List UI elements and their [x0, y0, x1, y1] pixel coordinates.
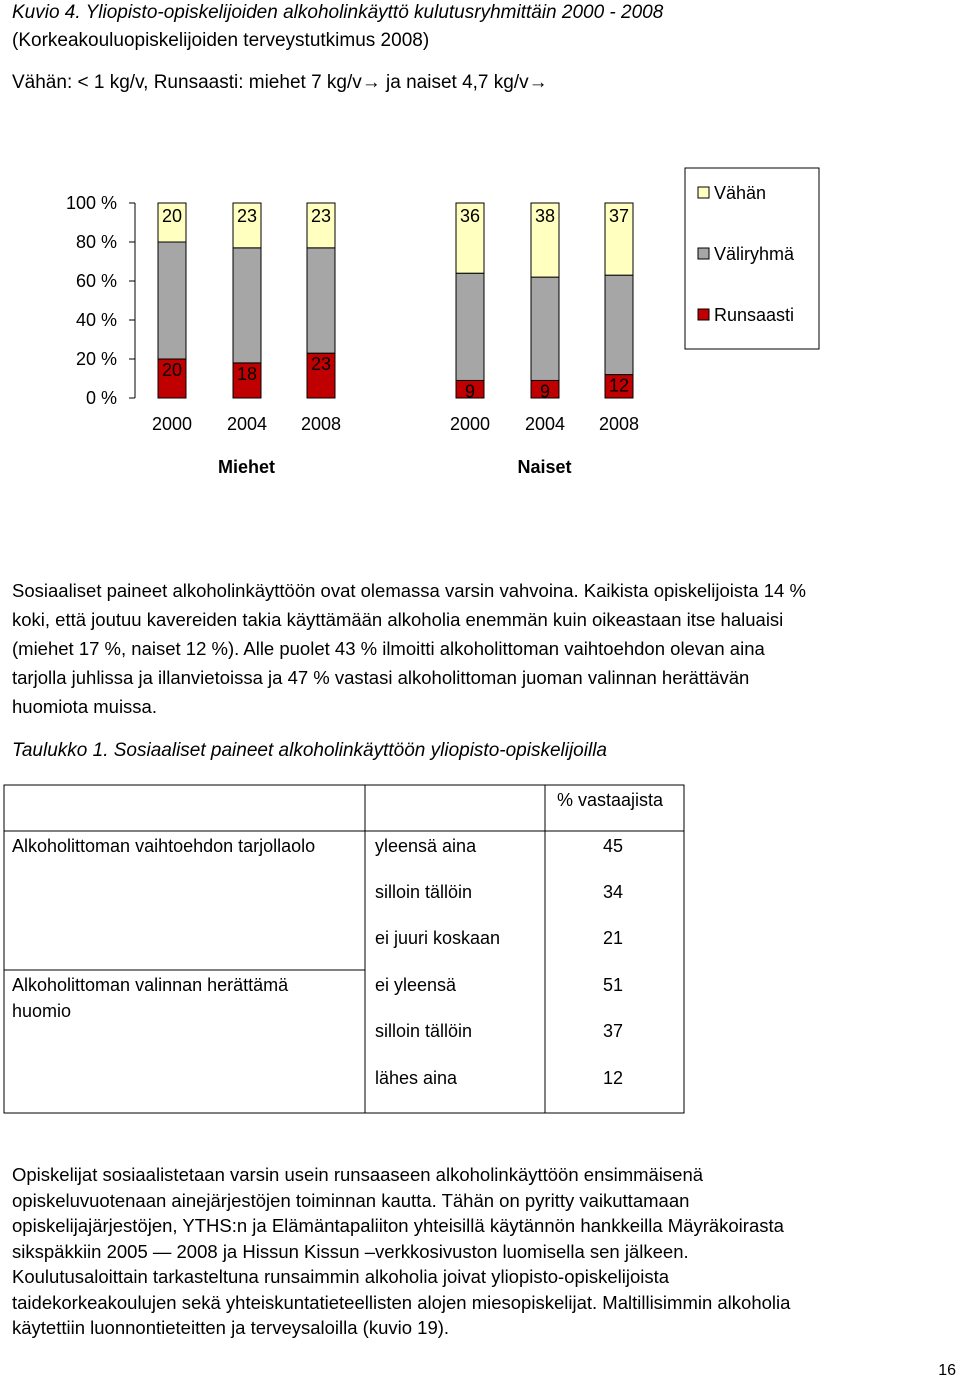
y-tick-label: 100 % — [65, 193, 117, 213]
paragraph-line: Sosiaaliset paineet alkoholinkäyttöön ovat olemassa varsin vahvoina. Kaikista opiskelijoista 14 % — [12, 580, 806, 601]
table-value: 12 — [603, 1068, 624, 1088]
table-value: 37 — [603, 1021, 624, 1041]
data-label: 23 — [310, 206, 332, 226]
body-paragraph-2 — [12, 1162, 942, 1341]
table-group-label: huomio — [12, 1001, 72, 1021]
paragraph-line: Opiskelijat sosiaalistetaan varsin usein runsaaseen alkoholinkäyttöön ensimmäisenä — [12, 1164, 704, 1185]
table-value: 21 — [603, 928, 624, 948]
x-tick-label: 2008 — [598, 414, 640, 434]
table-border — [4, 785, 684, 1113]
table-value: 45 — [603, 836, 624, 856]
paragraph-line: Koulutusaloittain tarkasteltuna runsaimmin alkoholia joivat yliopisto-opiskelijoista — [12, 1266, 670, 1287]
y-tick-label: 60 % — [75, 271, 117, 291]
data-label: 36 — [459, 206, 481, 226]
x-group-label: Miehet — [217, 457, 276, 477]
data-label: 9 — [539, 381, 551, 402]
table-answer: silloin tällöin — [375, 882, 473, 902]
paragraph-line: sikspäkkiin 2005 — 2008 ja Hissun Kissun –verkkosivuston luomisella sen jälkeen. — [12, 1240, 689, 1262]
paragraph-line: opiskelijajärjestöjen, YTHS:n ja Elämäntapaliiton yhteisillä käytännön hankkeilla Mäyräkoirasta — [12, 1215, 784, 1236]
data-label: 12 — [608, 375, 630, 396]
paragraph-line: koki, että joutuu kavereiden takia käyttämään alkoholia enemmän kuin oikeastaan itse haluaisi — [12, 609, 784, 630]
paragraph-line: käytettiin luonnontieteitten ja terveysaloilla (kuvio 19). — [12, 1317, 450, 1338]
y-tick-label: 80 % — [75, 232, 117, 252]
table-caption: Taulukko 1. Sosiaaliset paineet alkoholinkäyttöön yliopisto-opiskelijoilla — [12, 740, 607, 761]
y-tick-label: 40 % — [75, 310, 117, 330]
table-value: 51 — [603, 975, 624, 995]
paragraph-line: taidekorkeakoulujen sekä yhteiskuntatieteellisten alojen miesopiskelijat. Maltillisimmin alkoholia — [12, 1291, 791, 1313]
table-value: 34 — [603, 882, 624, 902]
x-tick-label: 2000 — [151, 414, 193, 434]
data-label: 37 — [608, 206, 630, 226]
paragraph-line: (miehet 17 %, naiset 12 %). Alle puolet 43 % ilmoitti alkoholittoman vaihtoehdon olevan aina — [12, 638, 765, 659]
data-label: 18 — [236, 363, 258, 384]
legend-label: Runsaasti — [714, 305, 795, 325]
data-label: 23 — [236, 206, 258, 226]
data-label: 20 — [161, 360, 183, 380]
table-answer: silloin tällöin — [375, 1021, 473, 1041]
y-tick-label: 0 % — [85, 388, 117, 408]
paragraph-line: tarjolla juhlissa ja illanvietoissa ja 47 % vastasi alkoholittoman juoman valinnan herättävän — [12, 667, 750, 688]
data-label: 9 — [464, 381, 476, 402]
data-label: 38 — [534, 206, 556, 226]
paragraph-line: huomiota muissa. — [12, 696, 157, 717]
x-tick-label: 2008 — [300, 414, 342, 434]
table-group-label: Alkoholittoman vaihtoehdon tarjollaolo — [12, 836, 316, 856]
table-header-value: % vastaajista — [557, 790, 664, 810]
table-answer: yleensä aina — [375, 836, 477, 856]
table-answer: ei yleensä — [375, 975, 457, 995]
figure-subtitle: (Korkeakouluopiskelijoiden terveystutkimus 2008) — [12, 30, 430, 51]
x-group-label: Naiset — [517, 457, 572, 477]
x-tick-label: 2004 — [524, 414, 566, 434]
data-label: 20 — [161, 206, 183, 226]
legend-label: Vähän — [714, 183, 767, 203]
data-label: 23 — [310, 354, 332, 375]
figure-title: Kuvio 4. Yliopisto-opiskelijoiden alkoholinkäyttö kulutusryhmittäin 2000 - 2008 — [12, 2, 664, 23]
table-group-label: Alkoholittoman valinnan herättämä — [12, 975, 289, 995]
page-number: 16 — [938, 1362, 956, 1379]
paragraph-line: opiskeluvuotenaan ainejärjestöjen toiminnan kautta. Tähän on pyritty vaikuttamaan — [12, 1189, 690, 1211]
legend-label: Väliryhmä — [714, 244, 795, 264]
figure-note: Vähän: < 1 kg/v, Runsaasti: miehet 7 kg/v→ ja naiset 4,7 kg/v→ — [12, 72, 548, 93]
y-tick-label: 20 % — [75, 349, 117, 369]
table-answer: lähes aina — [375, 1068, 458, 1088]
table-answer: ei juuri koskaan — [375, 928, 501, 948]
x-tick-label: 2000 — [449, 414, 491, 434]
x-tick-label: 2004 — [226, 414, 268, 434]
